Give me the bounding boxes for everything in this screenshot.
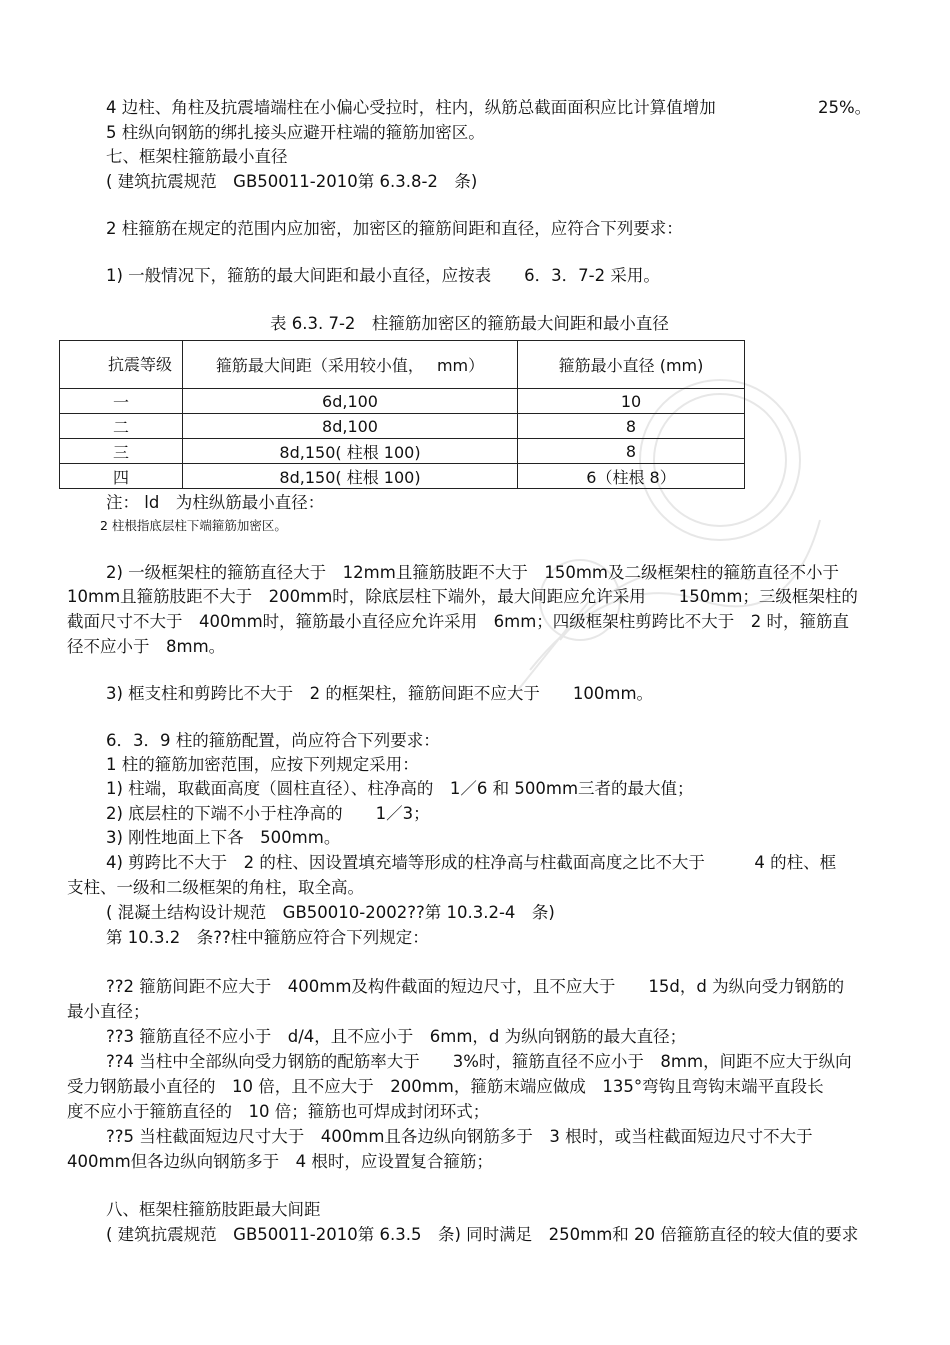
line-7: 2) 一级框架柱的箍筋直径大于 12mm且箍筋肢距不大于 150mm及二级框架柱的箍筋直径不小于: [106, 563, 839, 582]
line-17: 4) 剪跨比不大于 2 的柱、因设置填充墙等形成的柱净高与柱截面高度之比不大于 4 的柱、框: [106, 853, 837, 872]
table-cell: 一: [60, 389, 183, 414]
table-cell: 三: [60, 439, 183, 464]
line-2: 5 柱纵向钢筋的绑扎接头应避开柱端的箍筋加密区。: [106, 123, 485, 142]
table-cell: 8d,150( 柱根 100): [183, 439, 518, 464]
header-min-diameter: 箍筋最小直径 (mm): [518, 341, 745, 389]
line-21: ??2 箍筋间距不应大于 400mm及构件截面的短边尺寸，且不应大于 15d，d 为纵向受力钢筋的: [106, 977, 845, 996]
line-15: 2) 底层柱的下端不小于柱净高的 1／3；: [106, 804, 430, 823]
table-caption: 表 6.3. 7-2 柱箍筋加密区的箍筋最大间距和最小直径: [270, 314, 669, 333]
header-max-spacing: 箍筋最大间距（采用较小值， mm）: [183, 341, 518, 389]
reference-line: ( 建筑抗震规范 GB50011-2010第 6.3.8-2 条): [106, 172, 478, 191]
line-13: 1 柱的箍筋加密范围，应按下列规定采用：: [106, 755, 419, 774]
line-24: ??4 当柱中全部纵向受力钢筋的配筋率大于 3%时，箍筋直径不应小于 8mm，间距不应大于纵向: [106, 1052, 852, 1071]
section-heading-7: 七、框架柱箍筋最小直径: [106, 147, 288, 166]
table-note-2: 2 柱根指底层柱下端箍筋加密区。: [100, 518, 287, 533]
table-cell: 8d,150( 柱根 100): [183, 464, 518, 489]
line-6: 1) 一般情况下，箍筋的最大间距和最小直径，应按表 6．3．7-2 采用。: [106, 266, 660, 285]
table-row: [60, 414, 745, 439]
line-25: 受力钢筋最小直径的 10 倍，且不应大于 200mm，箍筋末端应做成 135°弯钩且弯钩末端平直段长: [67, 1077, 824, 1096]
line-8: 10mm且箍筋肢距不大于 200mm时，除底层柱下端外，最大间距应允许采用 150mm；三级框架柱的: [67, 587, 858, 606]
table-cell: 8d,100: [183, 414, 518, 439]
line-22: 最小直径；: [67, 1002, 150, 1021]
table-cell: 二: [60, 414, 183, 439]
line-5: 2 柱箍筋在规定的范围内应加密，加密区的箍筋间距和直径，应符合下列要求：: [106, 219, 683, 238]
table-note-1: 注： ld 为柱纵筋最小直径：: [106, 493, 325, 512]
line-9: 截面尺寸不大于 400mm时，箍筋最小直径应允许采用 6mm；四级框架柱剪跨比不大于 2 时，箍筋直: [67, 612, 850, 631]
line-18: 支柱、一级和二级框架的角柱，取全高。: [67, 878, 364, 897]
line-16: 3) 刚性地面上下各 500mm。: [106, 828, 341, 847]
table-cell: 10: [518, 389, 745, 414]
table-row: [60, 439, 745, 464]
line-10: 径不应小于 8mm。: [67, 637, 226, 656]
line-11: 3) 框支柱和剪跨比不大于 2 的框架柱，箍筋间距不应大于 100mm。: [106, 684, 654, 703]
line-28: 400mm但各边纵向钢筋多于 4 根时，应设置复合箍筋；: [67, 1152, 493, 1171]
table-cell: 6（柱根 8）: [518, 464, 745, 489]
table-cell: 8: [518, 439, 745, 464]
line-26: 度不应小于箍筋直径的 10 倍；箍筋也可焊成封闭环式；: [67, 1102, 490, 1121]
stirrup-table: [59, 340, 745, 489]
line-14: 1) 柱端，取截面高度（圆柱直径）、柱净高的 1／6 和 500mm三者的最大值；: [106, 779, 694, 798]
table-cell: 6d,100: [183, 389, 518, 414]
line-19: ( 混凝土结构设计规范 GB50010-2002??第 10.3.2-4 条): [106, 903, 555, 922]
section-heading-8: 八、框架柱箍筋肢距最大间距: [106, 1200, 321, 1219]
line-1-end: 25%。: [818, 98, 872, 117]
table-cell: 四: [60, 464, 183, 489]
table-cell: 8: [518, 414, 745, 439]
table-row: [60, 464, 745, 489]
line-27: ??5 当柱截面短边尺寸大于 400mm且各边纵向钢筋多于 3 根时，或当柱截面短边尺寸不大于: [106, 1127, 813, 1146]
line-23: ??3 箍筋直径不应小于 d/4，且不应小于 6mm，d 为纵向钢筋的最大直径；: [106, 1027, 687, 1046]
line-30: ( 建筑抗震规范 GB50011-2010第 6.3.5 条) 同时满足 250mm和 20 倍箍筋直径的较大值的要求: [106, 1225, 859, 1244]
line-20: 第 10.3.2 条??柱中箍筋应符合下列规定：: [106, 928, 429, 947]
header-seismic-level: 抗震等级: [60, 341, 183, 389]
table-row: [60, 389, 745, 414]
line-12: 6．3．9 柱的箍筋配置，尚应符合下列要求：: [106, 731, 440, 750]
table-header-row: [60, 341, 745, 389]
line-1: 4 边柱、角柱及抗震墙端柱在小偏心受拉时，柱内，纵筋总截面面积应比计算值增加: [106, 98, 716, 117]
